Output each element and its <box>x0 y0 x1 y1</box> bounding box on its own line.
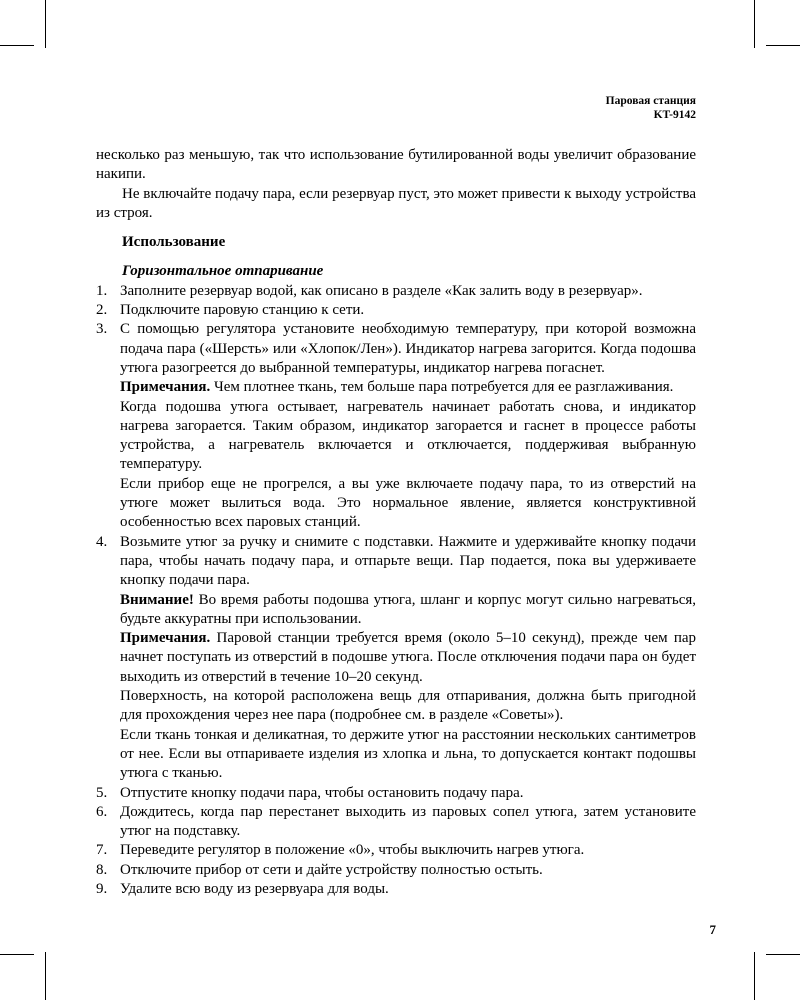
note: Поверхность, на которой расположена вещь для отпаривания, должна быть пригодной для прохождения через нее пара (подробнее см. в разделе «Советы»). <box>120 688 696 724</box>
step-text: Дождитесь, когда пар перестанет выходить из паровых сопел утюга, затем установите утюг на подставку. <box>120 803 696 840</box>
step-number: 6. <box>96 803 108 820</box>
running-header <box>606 94 696 122</box>
step-text: Отключите прибор от сети и дайте устройству полностью остыть. <box>120 861 543 878</box>
steps-list <box>96 282 696 900</box>
step-number: 1. <box>96 282 108 299</box>
crop-mark <box>45 0 46 48</box>
step-number: 4. <box>96 533 108 550</box>
list-item <box>96 880 696 899</box>
list-item <box>96 841 696 860</box>
step-text: Подключите паровую станцию к сети. <box>120 302 365 319</box>
header-model: KT-9142 <box>653 109 696 121</box>
step-text: С помощью регулятора установите необходимую температуру, при которой возможна подача пара («Шерсть» или «Хлопок/Лен»). Индикатор нагрева загорится. Когда подошва утюга разогреется до выбранной температуры, индикатор нагрева погаснет. <box>120 321 696 376</box>
crop-mark <box>766 954 800 955</box>
step-text: Возьмите утюг за ручку и снимите с подставки. Нажмите и удерживайте кнопку подачи пара, чтобы начать подачу пара, и отпарьте вещи. Пар подается, пока вы удерживаете кнопку подачи пара. <box>120 533 696 589</box>
crop-mark <box>0 45 34 46</box>
step-number: 9. <box>96 880 108 897</box>
crop-mark <box>754 952 755 1000</box>
crop-mark <box>766 45 800 46</box>
step-text: Переведите регулятор в положение «0», чтобы выключить нагрев утюга. <box>120 842 585 859</box>
note <box>120 629 696 687</box>
crop-mark <box>45 952 46 1000</box>
list-item <box>96 282 696 301</box>
crop-mark <box>0 954 34 955</box>
list-item <box>96 803 696 842</box>
list-item <box>96 861 696 880</box>
list-item <box>96 784 696 803</box>
intro-paragraph: несколько раз меньшую, так что использование бутилированной воды увеличит образование накипи. <box>96 147 696 183</box>
intro-paragraph: Не включайте подачу пара, если резервуар пуст, это может привести к выходу устройства из строя. <box>96 185 696 221</box>
step-number: 7. <box>96 842 108 859</box>
subsection-title: Горизонтальное отпаривание <box>122 263 324 280</box>
list-item <box>96 533 696 784</box>
header-product-name: Паровая станция <box>605 95 696 107</box>
warning-text: Во время работы подошва утюга, шланг и корпус могут сильно нагреваться, будьте аккуратны при использовании. <box>120 591 696 627</box>
warning <box>120 591 696 630</box>
step-text: Отпустите кнопку подачи пара, чтобы остановить подачу пара. <box>120 784 524 801</box>
note: Если прибор еще не прогрелся, а вы уже включаете подачу пара, то из отверстий на утюге может вылиться вода. Это нормальное явление, является конструктивной особенностью всех паровых станций. <box>120 475 696 531</box>
warning-label: Внимание! <box>120 591 194 608</box>
note-label: Примечания. <box>120 379 211 396</box>
crop-mark <box>754 0 755 48</box>
note <box>120 378 696 397</box>
note-text: Чем плотнее ткань, тем больше пара потребуется для ее разглаживания. <box>214 379 674 396</box>
step-text: Удалите всю воду из резервуара для воды. <box>120 880 389 897</box>
step-text: Заполните резервуар водой, как описано в разделе «Как залить воду в резервуар». <box>120 282 643 299</box>
note-label: Примечания. <box>120 630 211 647</box>
step-number: 5. <box>96 784 108 801</box>
note-text: Паровой станции требуется время (около 5–10 секунд), прежде чем пар начнет поступать из отверстий в подошве утюга. После отключения подачи пара он будет выходить из отверстий в течение 10–20 секунд. <box>120 630 697 685</box>
note: Когда подошва утюга остывает, нагреватель начинает работать снова, и индикатор нагрева загорается. Таким образом, индикатор загорается и гаснет в процессе работы устройства, а нагреватель включается и отключается, поддерживая выбранную температуру. <box>120 398 696 473</box>
page-number: 7 <box>709 922 716 937</box>
step-number: 8. <box>96 861 108 878</box>
step-number: 2. <box>96 302 108 319</box>
note: Если ткань тонкая и деликатная, то держите утюг на расстоянии нескольких сантиметров от нее. Если вы отпариваете изделия из хлопка и льна, то допускается контакт подошвы утюга с тканью. <box>120 726 696 782</box>
page-body <box>96 146 696 899</box>
section-title: Использование <box>122 234 226 251</box>
list-item <box>96 320 696 532</box>
step-number: 3. <box>96 321 108 338</box>
list-item <box>96 301 696 320</box>
